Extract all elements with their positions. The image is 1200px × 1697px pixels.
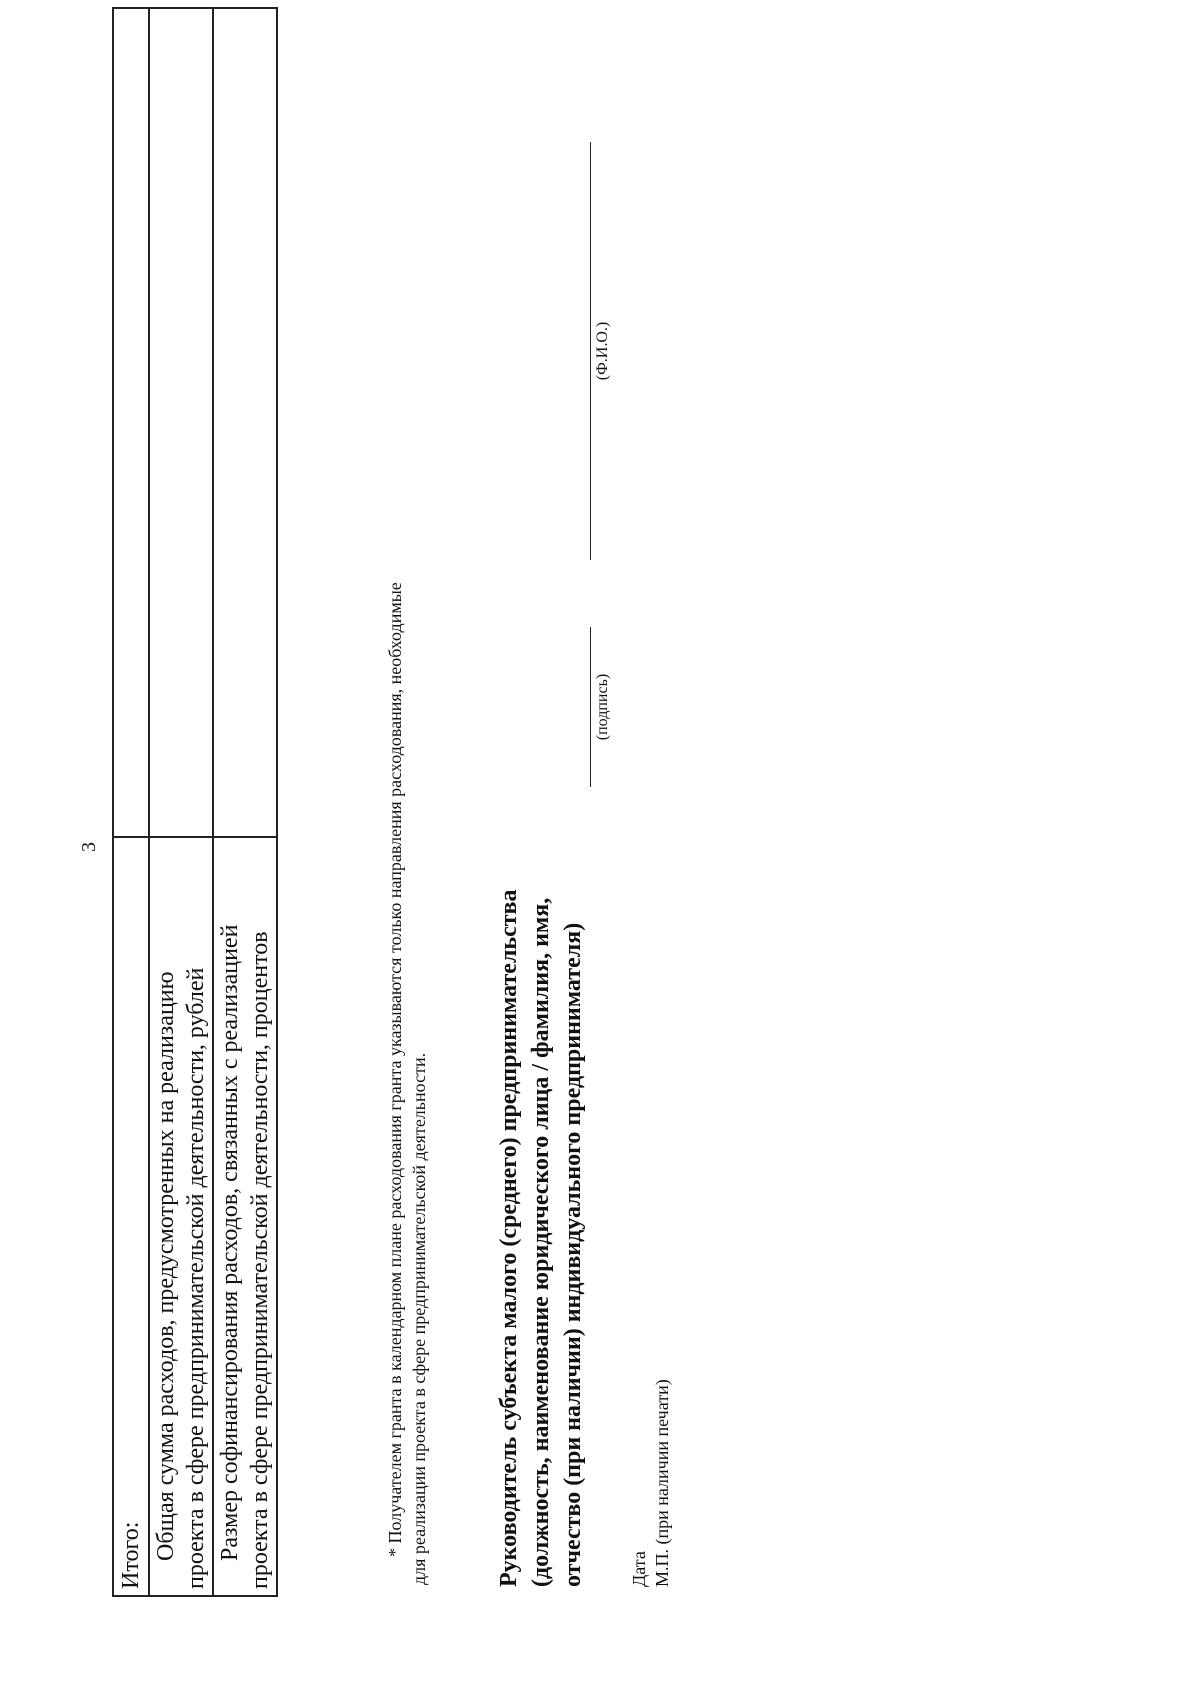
budget-summary-table <box>112 7 278 1597</box>
footnote-line: * Получателем гранта в календарном плане расходования гранта указываются только направления расходования, необходимые <box>385 582 405 1557</box>
table-row-cofinancing <box>213 8 277 1596</box>
signatory-line: (должность, наименование юридического лица / фамилия, имя, <box>528 897 554 1587</box>
footnote <box>383 275 431 1585</box>
row-label-line: Общая сумма расходов, предусмотренных на реализацию <box>153 971 179 1561</box>
signatory-block <box>493 527 589 1587</box>
row-label-line: Размер софинансирования расходов, связанных с реализацией <box>217 924 243 1561</box>
table-cell-value <box>113 8 149 837</box>
full-name-line <box>590 142 591 560</box>
date-label: Дата <box>629 1551 649 1587</box>
table-cell-value <box>213 8 277 837</box>
stamp-label: М.П. (при наличии печати) <box>652 1379 672 1587</box>
table-row-total <box>113 8 149 1596</box>
signatory-line: Руководитель субъекта малого (среднего) предпринимательства <box>496 889 522 1587</box>
row-label-line: проекта в сфере предпринимательской деятельности, рублей <box>183 967 209 1589</box>
signature-line <box>590 627 591 787</box>
full-name-caption: (Ф.И.О.) <box>594 321 611 381</box>
table-cell-label <box>213 837 277 1596</box>
table-row-total-expenses <box>149 8 213 1596</box>
total-label: Итого: <box>118 1521 144 1589</box>
row-label-line: проекта в сфере предпринимательской деятельности, процентов <box>247 931 273 1589</box>
table-cell-value <box>149 8 213 837</box>
table-cell-label <box>113 837 149 1596</box>
signatory-line: отчество (при наличии) индивидуального предпринимателя) <box>560 922 586 1587</box>
signature-caption: (подпись) <box>594 673 611 741</box>
table-cell-label <box>149 837 213 1596</box>
page-number: 3 <box>78 842 100 852</box>
footnote-line: для реализации проекта в сфере предпринимательской деятельности. <box>409 1052 429 1585</box>
